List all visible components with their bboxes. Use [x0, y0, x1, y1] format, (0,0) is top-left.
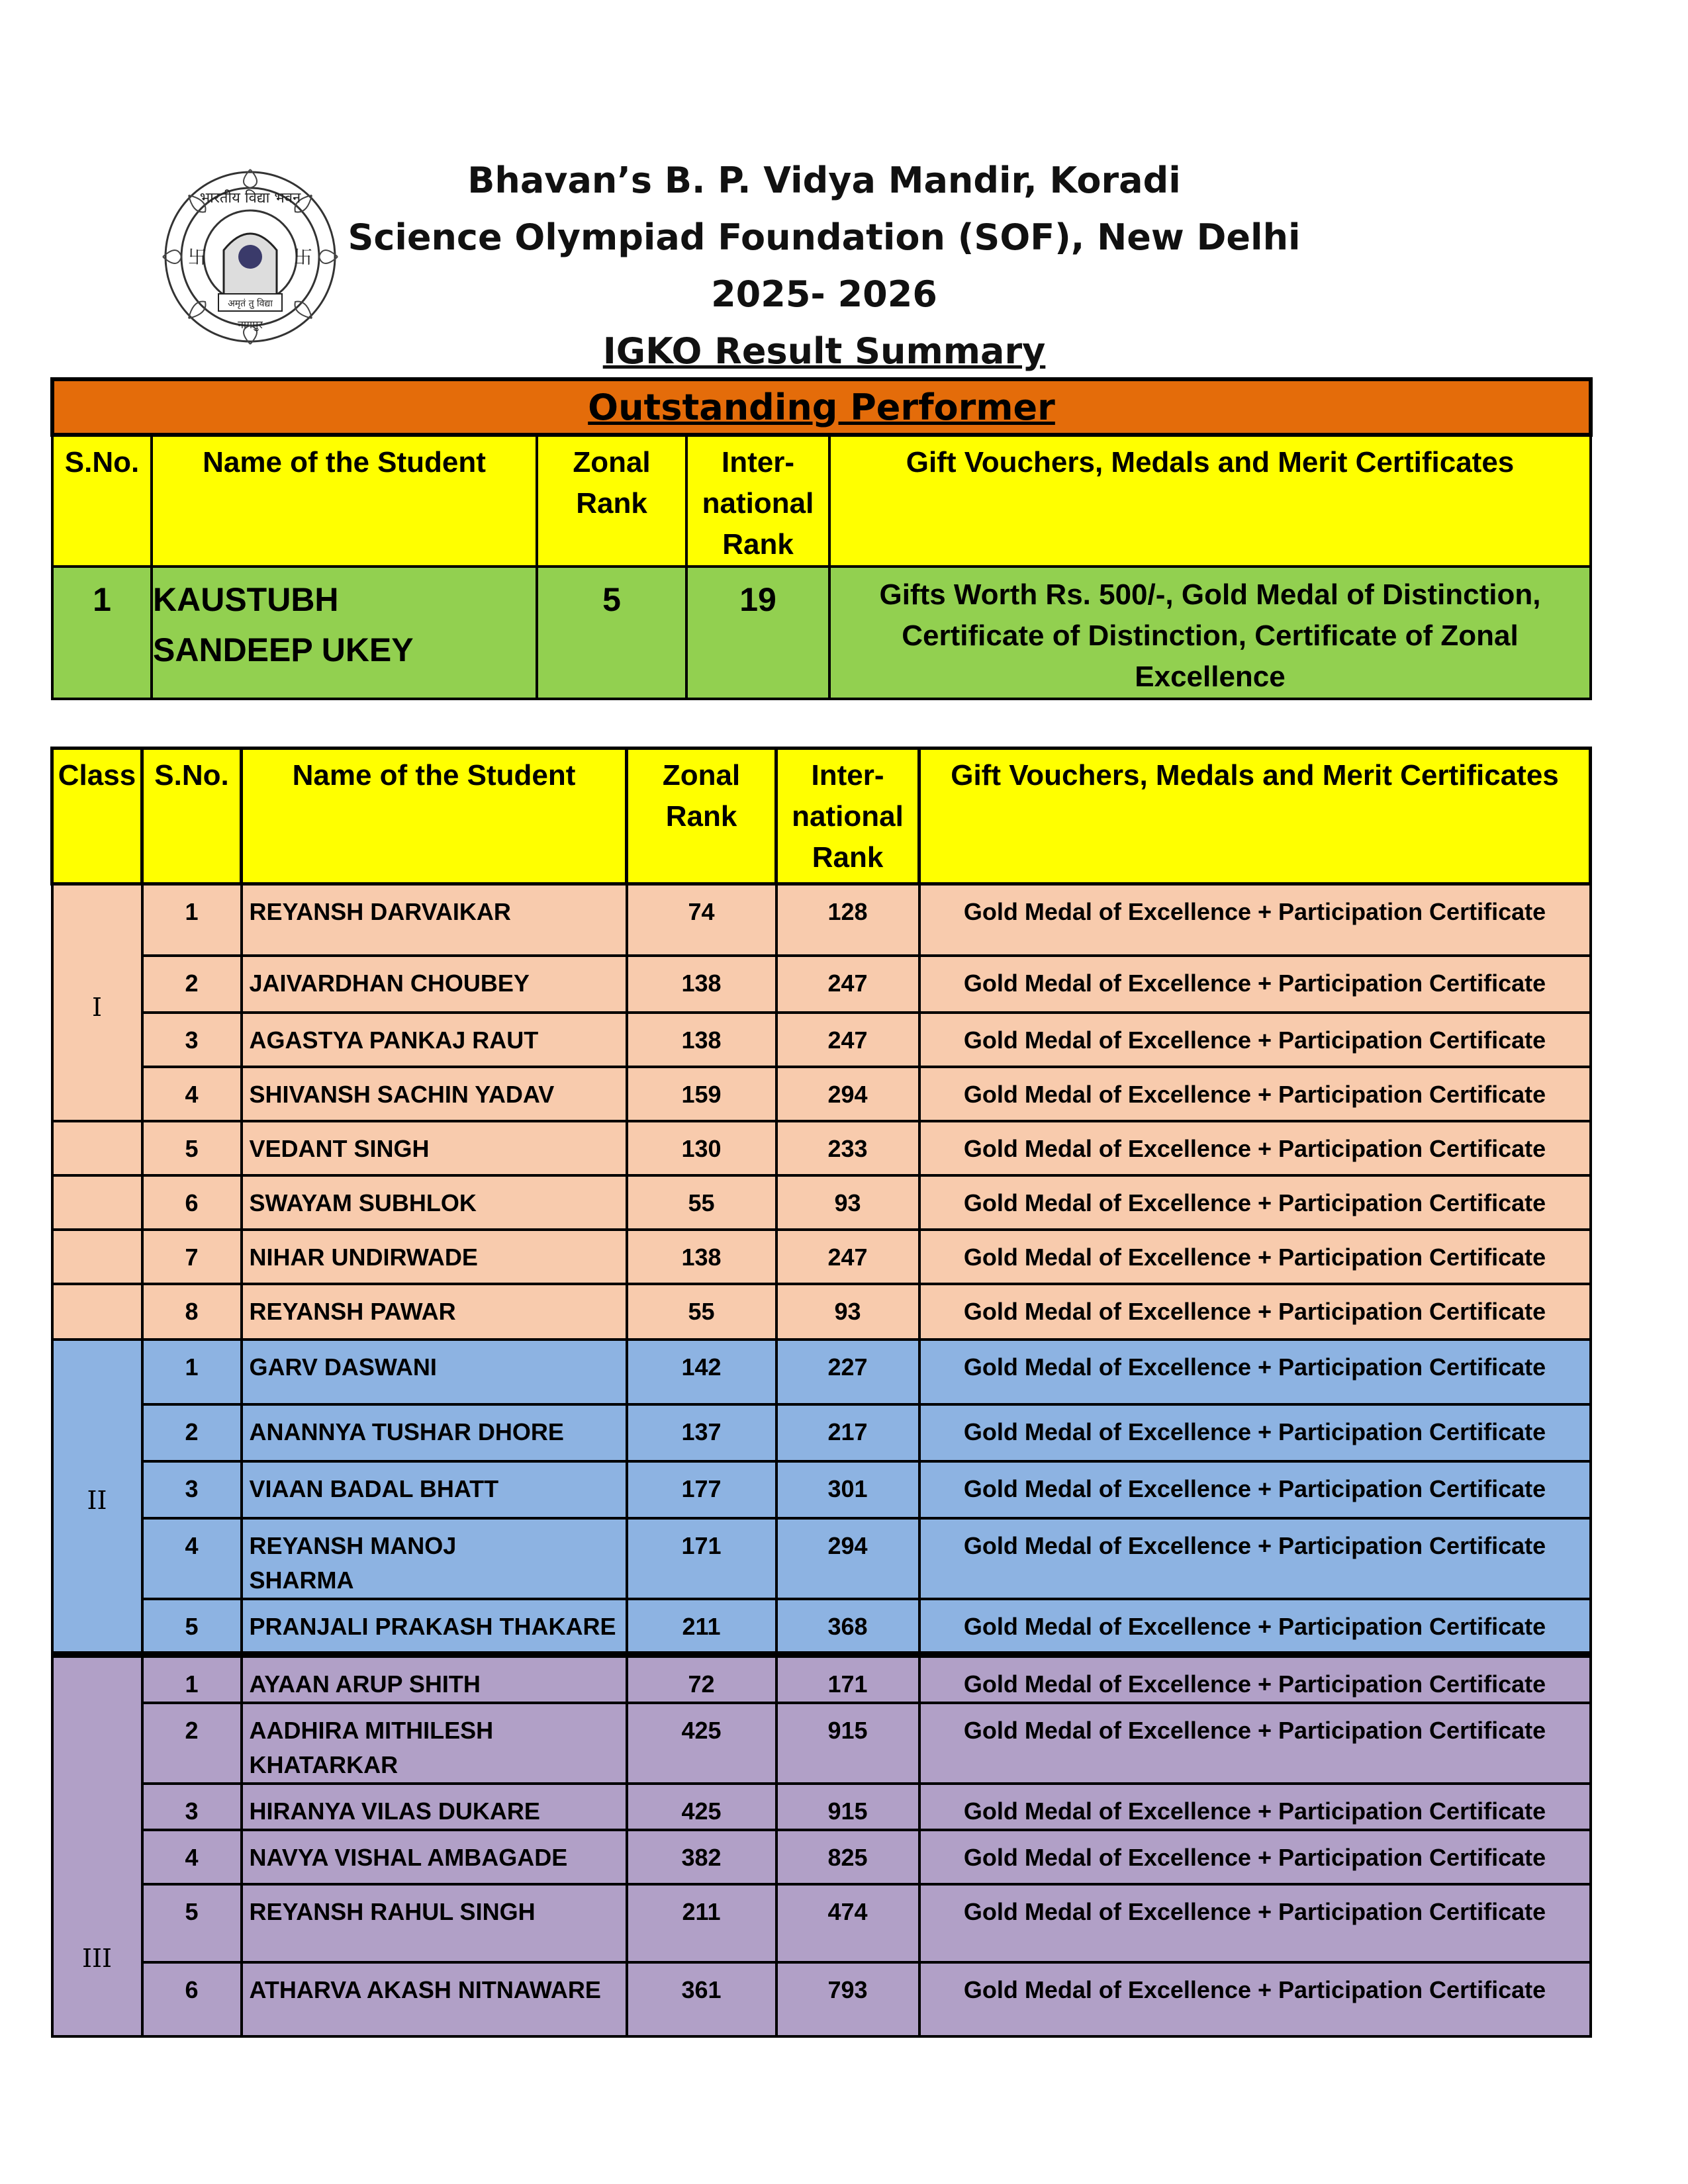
table-row	[52, 1404, 1591, 1461]
logo-text-top: भारतीय विद्या भवन	[199, 190, 301, 206]
row-intl: 294	[776, 1067, 919, 1121]
outstanding-name-line1: KAUSTUBH	[153, 581, 339, 618]
svg-text:卐: 卐	[187, 247, 207, 267]
class-label: III	[52, 1655, 142, 2036]
row-gift: Gold Medal of Excellence + Participation Certificate	[919, 1784, 1591, 1830]
row-sno: 5	[142, 1599, 242, 1655]
row-sno: 4	[142, 1518, 242, 1599]
row-intl: 233	[776, 1121, 919, 1175]
row-intl: 93	[776, 1175, 919, 1230]
row-intl: 368	[776, 1599, 919, 1655]
row-zonal: 74	[627, 884, 776, 956]
row-name: NAVYA VISHAL AMBAGADE	[242, 1830, 627, 1884]
row-gift: Gold Medal of Excellence + Participation Certificate	[919, 1703, 1591, 1784]
table-row	[52, 1013, 1591, 1067]
class-results-table	[50, 747, 1592, 2038]
row-name: VEDANT SINGH	[242, 1121, 627, 1175]
header-zonal: Zonal Rank	[627, 749, 776, 884]
row-gift: Gold Medal of Excellence + Participation Certificate	[919, 1884, 1591, 1962]
row-name: REYANSH MANOJ SHARMA	[242, 1518, 627, 1599]
row-zonal: 425	[627, 1784, 776, 1830]
header-class: Class	[52, 749, 142, 884]
row-gift: Gold Medal of Excellence + Participation Certificate	[919, 1518, 1591, 1599]
row-gift: Gold Medal of Excellence + Participation Certificate	[919, 1013, 1591, 1067]
row-intl: 301	[776, 1461, 919, 1518]
row-intl: 793	[776, 1962, 919, 2036]
row-sno: 2	[142, 1404, 242, 1461]
row-sno: 5	[142, 1884, 242, 1962]
table-row	[52, 1284, 1591, 1340]
row-zonal: 361	[627, 1962, 776, 2036]
outstanding-banner: Outstanding Performer	[52, 379, 1591, 435]
row-sno: 4	[142, 1830, 242, 1884]
class-cell-empty	[52, 1230, 142, 1284]
logo-text-bottom: अमृतं तु विद्या	[228, 298, 273, 309]
row-sno: 2	[142, 956, 242, 1013]
row-sno: 4	[142, 1067, 242, 1121]
row-name: GARV DASWANI	[242, 1340, 627, 1404]
row-sno: 3	[142, 1013, 242, 1067]
row-sno: 6	[142, 1962, 242, 2036]
row-gift: Gold Medal of Excellence + Participation Certificate	[919, 884, 1591, 956]
row-zonal: 55	[627, 1175, 776, 1230]
table-row	[52, 1962, 1591, 2036]
outstanding-name	[152, 567, 537, 699]
row-name: AADHIRA MITHILESH KHATARKAR	[242, 1703, 627, 1784]
header-gift: Gift Vouchers, Medals and Merit Certificates	[919, 749, 1591, 884]
header-sno: S.No.	[52, 435, 152, 567]
outstanding-performer-table	[50, 377, 1593, 700]
row-zonal: 130	[627, 1121, 776, 1175]
row-intl: 227	[776, 1340, 919, 1404]
row-zonal: 211	[627, 1884, 776, 1962]
row-intl: 171	[776, 1655, 919, 1703]
row-zonal: 138	[627, 956, 776, 1013]
row-gift: Gold Medal of Excellence + Participation Certificate	[919, 1830, 1591, 1884]
academic-year: 2025- 2026	[711, 273, 937, 315]
table-row	[52, 1340, 1591, 1404]
row-name: AYAAN ARUP SHITH	[242, 1655, 627, 1703]
table-row	[52, 1830, 1591, 1884]
header-intl: Inter- national Rank	[686, 435, 829, 567]
row-zonal: 138	[627, 1230, 776, 1284]
row-name: NIHAR UNDIRWADE	[242, 1230, 627, 1284]
class-cell-empty	[52, 1121, 142, 1175]
table-row	[52, 956, 1591, 1013]
row-name: REYANSH PAWAR	[242, 1284, 627, 1340]
row-zonal: 211	[627, 1599, 776, 1655]
row-name: SWAYAM SUBHLOK	[242, 1175, 627, 1230]
row-name: SHIVANSH SACHIN YADAV	[242, 1067, 627, 1121]
table-row	[52, 1884, 1591, 1962]
row-name: VIAAN BADAL BHATT	[242, 1461, 627, 1518]
row-sno: 5	[142, 1121, 242, 1175]
row-zonal: 159	[627, 1067, 776, 1121]
class-cell-empty	[52, 1175, 142, 1230]
row-sno: 8	[142, 1284, 242, 1340]
row-sno: 1	[142, 1340, 242, 1404]
table-row	[52, 1175, 1591, 1230]
row-gift: Gold Medal of Excellence + Participation Certificate	[919, 1962, 1591, 2036]
table-row	[52, 1067, 1591, 1121]
table-row	[52, 1461, 1591, 1518]
table-row	[52, 884, 1591, 956]
row-intl: 825	[776, 1830, 919, 1884]
table-row	[52, 1599, 1591, 1655]
row-intl: 915	[776, 1784, 919, 1830]
header-zonal: Zonal Rank	[537, 435, 686, 567]
row-intl: 217	[776, 1404, 919, 1461]
outstanding-sno: 1	[52, 567, 152, 699]
outstanding-gift: Gifts Worth Rs. 500/-, Gold Medal of Distinction, Certificate of Distinction, Certificate of Zonal Excellence	[829, 567, 1591, 699]
row-name: REYANSH DARVAIKAR	[242, 884, 627, 956]
row-gift: Gold Medal of Excellence + Participation Certificate	[919, 1599, 1591, 1655]
row-gift: Gold Medal of Excellence + Participation Certificate	[919, 1404, 1591, 1461]
class-cell-empty	[52, 1284, 142, 1340]
row-intl: 128	[776, 884, 919, 956]
row-zonal: 137	[627, 1404, 776, 1461]
row-gift: Gold Medal of Excellence + Participation Certificate	[919, 1175, 1591, 1230]
header-intl: Inter- national Rank	[776, 749, 919, 884]
table-row	[52, 1703, 1591, 1784]
svg-text:卐: 卐	[293, 247, 313, 267]
row-zonal: 171	[627, 1518, 776, 1599]
row-gift: Gold Medal of Excellence + Participation Certificate	[919, 1230, 1591, 1284]
row-zonal: 142	[627, 1340, 776, 1404]
row-sno: 7	[142, 1230, 242, 1284]
row-name: PRANJALI PRAKASH THAKARE	[242, 1599, 627, 1655]
row-zonal: 177	[627, 1461, 776, 1518]
class-label: II	[52, 1340, 142, 1655]
row-zonal: 138	[627, 1013, 776, 1067]
row-intl: 247	[776, 1013, 919, 1067]
table-row	[52, 1121, 1591, 1175]
row-zonal: 72	[627, 1655, 776, 1703]
result-title: IGKO Result Summary	[602, 330, 1046, 372]
logo-text-city: नागपुर	[238, 318, 263, 331]
row-sno: 2	[142, 1703, 242, 1784]
outstanding-intl: 19	[686, 567, 829, 699]
class-label: I	[52, 884, 142, 1121]
row-sno: 6	[142, 1175, 242, 1230]
outstanding-zonal: 5	[537, 567, 686, 699]
outstanding-name-line2: SANDEEP UKEY	[153, 631, 414, 668]
row-gift: Gold Medal of Excellence + Participation Certificate	[919, 1461, 1591, 1518]
row-intl: 474	[776, 1884, 919, 1962]
row-intl: 247	[776, 956, 919, 1013]
row-sno: 3	[142, 1461, 242, 1518]
row-name: ATHARVA AKASH NITNAWARE	[242, 1962, 627, 2036]
row-gift: Gold Medal of Excellence + Participation Certificate	[919, 956, 1591, 1013]
row-zonal: 425	[627, 1703, 776, 1784]
header-gift: Gift Vouchers, Medals and Merit Certificates	[829, 435, 1591, 567]
row-name: JAIVARDHAN CHOUBEY	[242, 956, 627, 1013]
table-row	[52, 1518, 1591, 1599]
row-intl: 294	[776, 1518, 919, 1599]
row-gift: Gold Medal of Excellence + Participation Certificate	[919, 1067, 1591, 1121]
row-gift: Gold Medal of Excellence + Participation Certificate	[919, 1655, 1591, 1703]
header-name: Name of the Student	[242, 749, 627, 884]
row-name: HIRANYA VILAS DUKARE	[242, 1784, 627, 1830]
row-gift: Gold Medal of Excellence + Participation Certificate	[919, 1121, 1591, 1175]
document-header	[0, 152, 1688, 380]
organizer-name: Science Olympiad Foundation (SOF), New Delhi	[348, 216, 1301, 258]
row-sno: 3	[142, 1784, 242, 1830]
row-intl: 915	[776, 1703, 919, 1784]
row-gift: Gold Medal of Excellence + Participation Certificate	[919, 1340, 1591, 1404]
row-name: ANANNYA TUSHAR DHORE	[242, 1404, 627, 1461]
row-gift: Gold Medal of Excellence + Participation Certificate	[919, 1284, 1591, 1340]
row-name: REYANSH RAHUL SINGH	[242, 1884, 627, 1962]
row-sno: 1	[142, 1655, 242, 1703]
header-sno: S.No.	[142, 749, 242, 884]
table-row	[52, 1230, 1591, 1284]
table-row	[52, 1784, 1591, 1830]
row-intl: 93	[776, 1284, 919, 1340]
table-row	[52, 1655, 1591, 1703]
row-sno: 1	[142, 884, 242, 956]
row-intl: 247	[776, 1230, 919, 1284]
row-name: AGASTYA PANKAJ RAUT	[242, 1013, 627, 1067]
row-zonal: 382	[627, 1830, 776, 1884]
row-zonal: 55	[627, 1284, 776, 1340]
school-name: Bhavan’s B. P. Vidya Mandir, Koradi	[467, 159, 1181, 201]
header-name: Name of the Student	[152, 435, 537, 567]
